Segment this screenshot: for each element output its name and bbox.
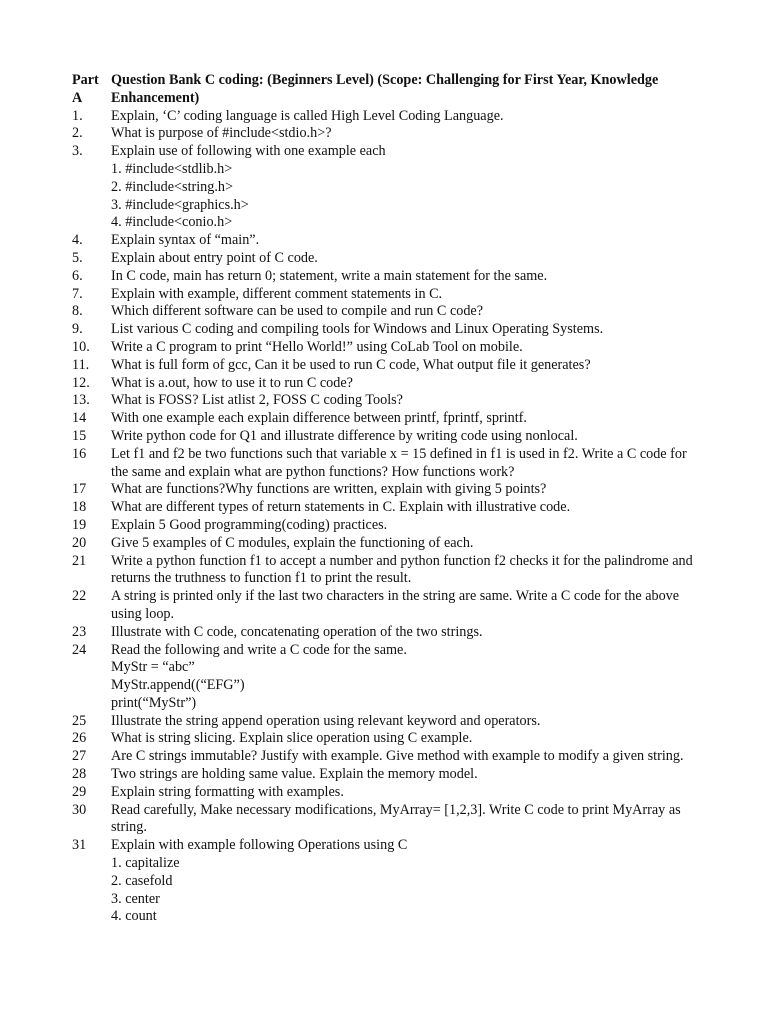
question-sub-item: 3. center [111,890,160,907]
question-number: 27 [72,748,87,765]
question-number: 23 [72,623,87,640]
question-text: In C code, main has return 0; statement, write a main statement for the same. [111,267,548,284]
question-number: 30 [72,801,87,818]
question-number: 29 [72,783,87,800]
question-number: 7. [72,285,83,302]
question-item [72,428,700,446]
question-number: 20 [72,534,87,551]
question-number: 24 [72,641,87,658]
question-body [111,748,700,766]
question-body [111,286,700,304]
question-sub-item: 1. capitalize [111,855,180,872]
question-item [72,588,700,624]
question-item [72,375,700,393]
question-body [111,837,700,926]
question-bank-header [72,72,700,108]
question-text: Explain syntax of “main”. [111,232,260,249]
question-sub-item: 4. #include<conio.h> [111,214,233,231]
question-sub-item: 1. #include<stdlib.h> [111,160,233,177]
question-item [72,446,700,482]
question-text: Write python code for Q1 and illustrate difference by writing code using nonlocal. [111,427,578,444]
question-body [111,730,700,748]
question-number: 17 [72,481,87,498]
question-item [72,357,700,375]
question-body [111,392,700,410]
question-sub-item: 4. count [111,908,157,925]
question-text: Write a C program to print “Hello World!” using CoLab Tool on mobile. [111,338,523,355]
question-body [111,766,700,784]
question-number: 26 [72,730,87,747]
question-body [111,321,700,339]
question-sub-item: MyStr.append((“EFG”) [111,677,245,694]
question-text: What is FOSS? List atlist 2, FOSS C coding Tools? [111,392,403,409]
question-body [111,499,700,517]
question-number: 13. [72,392,90,409]
question-body [111,428,700,446]
question-item [72,321,700,339]
question-item [72,730,700,748]
question-item [72,535,700,553]
question-number: 5. [72,249,83,266]
question-item [72,748,700,766]
question-item [72,553,700,589]
question-number: 25 [72,712,87,729]
question-text: Explain string formatting with examples. [111,783,344,800]
question-text: With one example each explain difference between printf, fprintf, sprintf. [111,410,527,427]
question-item [72,392,700,410]
question-body [111,588,700,624]
question-text: Read the following and write a C code for the same. [111,641,407,658]
part-label [72,72,111,108]
question-text: Let f1 and f2 be two functions such that variable x = 15 defined in f1 is used in f2. Write a C code for the same and explain what are python functions? How functions work? [111,445,687,480]
question-text: What is a.out, how to use it to run C code? [111,374,353,391]
question-text: Are C strings immutable? Justify with example. Give method with example to modify a given string. [111,748,684,765]
part-label-letter: A [72,89,83,106]
question-number: 31 [72,837,87,854]
question-list [72,108,700,927]
question-item [72,250,700,268]
question-body [111,250,700,268]
question-item [72,303,700,321]
question-body [111,357,700,375]
question-sub-item: 2. casefold [111,872,173,889]
question-body [111,232,700,250]
question-body [111,143,700,232]
question-sub-item: 2. #include<string.h> [111,178,234,195]
question-text: Explain use of following with one example each [111,143,386,160]
question-item [72,339,700,357]
question-item [72,517,700,535]
question-body [111,481,700,499]
question-number: 16 [72,445,87,462]
question-text: What is full form of gcc, Can it be used to run C code, What output file it generates? [111,356,591,373]
question-item [72,499,700,517]
question-item [72,624,700,642]
question-item [72,766,700,784]
question-number: 22 [72,588,87,605]
question-body [111,339,700,357]
question-sub-item: print(“MyStr”) [111,694,197,711]
question-body [111,624,700,642]
question-text: List various C coding and compiling tools for Windows and Linux Operating Systems. [111,321,604,338]
question-body [111,268,700,286]
question-item [72,286,700,304]
question-bank-page [72,72,700,926]
question-number: 14 [72,410,87,427]
question-body [111,375,700,393]
question-body [111,784,700,802]
question-number: 15 [72,427,87,444]
question-number: 21 [72,552,87,569]
question-sub-item: MyStr = “abc” [111,659,195,676]
question-sub-item: 3. #include<graphics.h> [111,196,249,213]
question-item [72,837,700,926]
question-text: Explain with example following Operations using C [111,837,408,854]
question-text: What is purpose of #include<stdio.h>? [111,125,332,142]
question-number: 6. [72,267,83,284]
question-body [111,535,700,553]
question-number: 3. [72,143,83,160]
question-number: 2. [72,125,83,142]
question-item [72,784,700,802]
question-item [72,481,700,499]
question-number: 4. [72,232,83,249]
question-number: 12. [72,374,90,391]
question-number: 10. [72,338,90,355]
question-body [111,517,700,535]
question-number: 28 [72,766,87,783]
question-body [111,713,700,731]
question-item [72,125,700,143]
question-text: Explain about entry point of C code. [111,249,318,266]
part-label-word: Part [72,72,99,88]
question-body [111,108,700,126]
question-number: 11. [72,356,90,373]
question-number: 1. [72,107,83,124]
question-item [72,713,700,731]
question-item [72,410,700,428]
question-text: Write a python function f1 to accept a number and python function f2 checks it for the palindrome and returns the truthness to function f1 to print the result. [111,552,693,587]
question-text: Illustrate the string append operation using relevant keyword and operators. [111,712,541,729]
question-body [111,553,700,589]
question-body [111,125,700,143]
question-text: Illustrate with C code, concatenating operation of the two strings. [111,623,483,640]
question-text: Which different software can be used to compile and run C code? [111,303,484,320]
question-number: 19 [72,516,87,533]
question-body [111,410,700,428]
question-item [72,268,700,286]
question-text: What are different types of return statements in C. Explain with illustrative code. [111,499,571,516]
question-text: What are functions?Why functions are written, explain with giving 5 points? [111,481,547,498]
question-text: Give 5 examples of C modules, explain the functioning of each. [111,534,474,551]
question-body [111,446,700,482]
question-bank-title: Question Bank C coding: (Beginners Level) (Scope: Challenging for First Year, Knowledge Enhancement) [111,72,659,106]
question-item [72,143,700,232]
question-text: Explain 5 Good programming(coding) practices. [111,516,388,533]
question-item [72,108,700,126]
question-text: A string is printed only if the last two characters in the string are same. Write a C code for the above using loop. [111,588,680,622]
question-body [111,802,700,838]
question-body [111,642,700,713]
question-text: What is string slicing. Explain slice operation using C example. [111,730,473,747]
question-item [72,642,700,713]
question-number: 8. [72,303,83,320]
question-number: 18 [72,499,87,516]
question-text: Explain with example, different comment statements in C. [111,285,443,302]
question-item [72,802,700,838]
question-item [72,232,700,250]
question-number: 9. [72,321,83,338]
question-text: Read carefully, Make necessary modifications, MyArray= [1,2,3]. Write C code to print MyArray as string. [111,801,681,836]
question-text: Two strings are holding same value. Explain the memory model. [111,766,478,783]
question-text: Explain, ‘C’ coding language is called High Level Coding Language. [111,107,504,124]
question-body [111,303,700,321]
